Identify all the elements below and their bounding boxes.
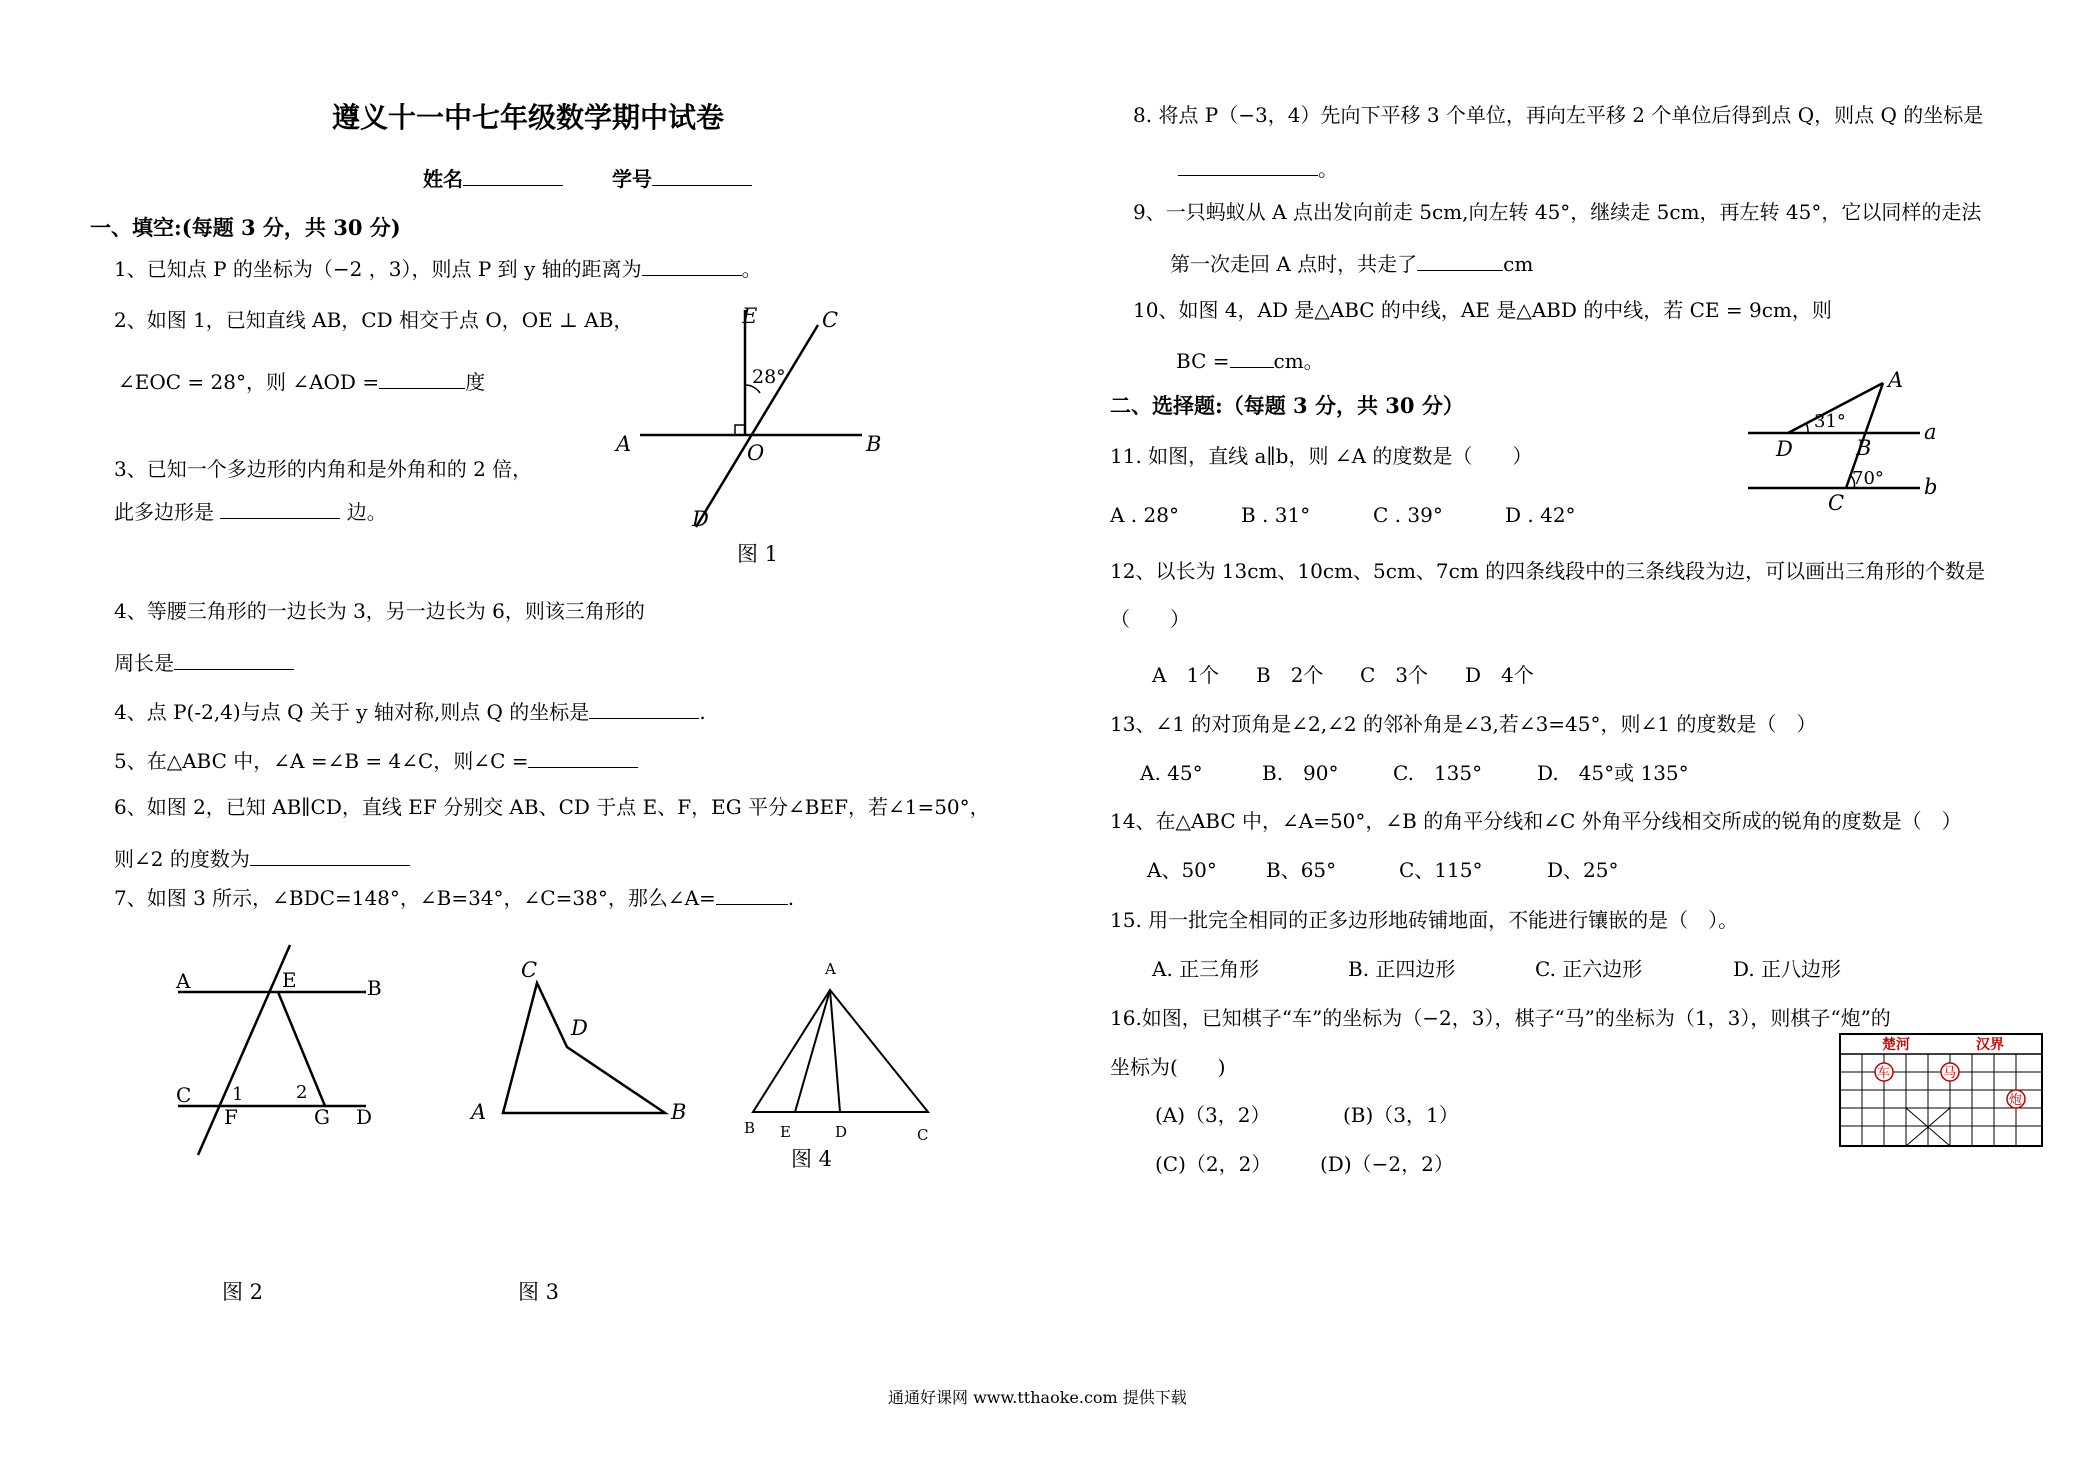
fig1-label-e: E xyxy=(742,304,758,328)
section1-heading: 一、填空:(每题 3 分，共 30 分) xyxy=(90,215,401,240)
figure-2-caption: 图 2 xyxy=(222,1280,264,1304)
q16-line1: 16.如图，已知棋子“车”的坐标为（−2，3），棋子“马”的坐标为（1，3），则棋子“炮”的 xyxy=(1110,1006,1891,1030)
q11-text: 11. 如图，直线 a∥b，则 ∠A 的度数是（ ） xyxy=(1110,444,1533,468)
q16-option-a[interactable]: (A)（3，2） xyxy=(1155,1103,1271,1127)
q5-text: 5、在△ABC 中，∠A =∠B = 4∠C，则∠C = xyxy=(114,749,529,773)
fig1-label-o: O xyxy=(747,441,765,465)
q1-text: 1、已知点 P 的坐标为（−2 ，3），则点 P 到 y 轴的距离为 xyxy=(114,257,642,281)
triangle-abc xyxy=(753,990,928,1112)
angle-31-arc xyxy=(1806,423,1808,433)
piece-che-label: 车 xyxy=(1877,1066,1891,1081)
fig2-label-a: A xyxy=(176,969,191,993)
q6-blank[interactable] xyxy=(250,845,410,866)
q11-label-c: C xyxy=(1828,491,1845,515)
student-id-label: 学号 xyxy=(612,167,652,191)
fig1-angle: 28° xyxy=(752,366,786,388)
q14-text: 14、在△ABC 中，∠A=50°，∠B 的角平分线和∠C 外角平分线相交所成的锐角的度数是（ ） xyxy=(1110,809,1962,833)
fig2-label-g: G xyxy=(314,1105,330,1129)
section2-heading: 二、选择题:（每题 3 分，共 30 分） xyxy=(1110,393,1464,418)
right-angle-mark xyxy=(735,425,745,435)
q11-option-d[interactable]: D . 42° xyxy=(1505,503,1576,527)
figure-1 xyxy=(600,305,900,545)
name-label: 姓名 xyxy=(423,167,463,191)
q4b-end: . xyxy=(699,700,706,724)
median-ae xyxy=(795,990,830,1112)
q2-unit: 度 xyxy=(465,370,486,394)
q6-text: 则∠2 的度数为 xyxy=(114,847,250,871)
q15-option-d[interactable]: D. 正八边形 xyxy=(1733,957,1842,981)
q8-end: 。 xyxy=(1318,157,1338,181)
q7-end: . xyxy=(787,886,795,910)
footer-text: 通通好课网 www.tthaoke.com 提供下载 xyxy=(888,1388,1187,1407)
fig2-label-1: 1 xyxy=(232,1084,244,1105)
q4b-text: 4、点 P(-2,4)与点 Q 关于 y 轴对称,则点 Q 的坐标是 xyxy=(114,700,590,724)
q11-label-d: D xyxy=(1776,437,1793,461)
fig4-label-c: C xyxy=(917,1126,929,1144)
q4a-line2 xyxy=(114,649,294,675)
q12-option-a[interactable]: A 1个 xyxy=(1152,663,1220,687)
q8-blank[interactable] xyxy=(1178,155,1318,176)
q15-text: 15. 用一批完全相同的正多边形地砖铺地面，不能进行镶嵌的是（ ）。 xyxy=(1110,908,1739,932)
fig1-label-a: A xyxy=(616,432,632,456)
q5 xyxy=(114,747,638,773)
q3-blank[interactable] xyxy=(220,498,340,519)
median-ad xyxy=(830,990,840,1112)
q7 xyxy=(114,884,794,910)
q9-text: 第一次走回 A 点时，共走了 xyxy=(1170,252,1418,276)
quadrilateral-acbd xyxy=(503,983,665,1113)
fig3-label-b: B xyxy=(671,1100,687,1124)
piece-pao-label: 炮 xyxy=(2009,1093,2023,1108)
q12-option-c[interactable]: C 3个 xyxy=(1360,663,1429,687)
q9-line2 xyxy=(1170,250,1533,276)
student-id-field[interactable] xyxy=(612,165,752,191)
q14-option-b[interactable]: B、65° xyxy=(1266,858,1337,882)
fig4-label-e: E xyxy=(780,1123,791,1141)
q5-blank[interactable] xyxy=(528,747,638,768)
q4a-text: 周长是 xyxy=(114,651,174,675)
line-cd xyxy=(696,325,818,527)
fig3-label-d: D xyxy=(571,1016,588,1040)
page-title: 遵义十一中七年级数学期中试卷 xyxy=(332,101,725,134)
q9-unit: cm xyxy=(1503,252,1534,276)
piece-ma-label: 马 xyxy=(1943,1066,1957,1081)
q3-line1: 3、已知一个多边形的内角和是外角和的 2 倍， xyxy=(114,457,533,481)
figure-4 xyxy=(735,955,950,1145)
name-field[interactable] xyxy=(423,165,563,191)
q9-blank[interactable] xyxy=(1417,250,1503,271)
q16-option-c[interactable]: (C)（2，2） xyxy=(1155,1152,1272,1176)
fig2-label-f: F xyxy=(224,1105,238,1129)
q11-label-b: B xyxy=(1856,436,1872,460)
name-blank[interactable] xyxy=(463,165,563,186)
q4a-line1: 4、等腰三角形的一边长为 3，另一边长为 6，则该三角形的 xyxy=(114,599,645,623)
q10-unit: cm。 xyxy=(1273,349,1324,373)
q14-option-a[interactable]: A、50° xyxy=(1147,858,1217,882)
fig2-label-2: 2 xyxy=(296,1082,308,1103)
q10-blank[interactable] xyxy=(1230,347,1274,368)
q1 xyxy=(114,255,762,281)
fig4-label-a: A xyxy=(825,960,836,978)
figure-2 xyxy=(170,940,400,1170)
q13-option-d[interactable]: D. 45°或 135° xyxy=(1537,761,1689,785)
q15-option-c[interactable]: C. 正六边形 xyxy=(1535,957,1643,981)
figure-3-caption: 图 3 xyxy=(518,1280,560,1304)
q2-line1: 2、如图 1，已知直线 AB，CD 相交于点 O，OE ⊥ AB， xyxy=(114,308,634,332)
q12-option-b[interactable]: B 2个 xyxy=(1256,663,1324,687)
q10-line2 xyxy=(1176,347,1324,373)
fig3-label-a: A xyxy=(471,1100,487,1124)
q11-option-a[interactable]: A . 28° xyxy=(1110,503,1179,527)
fig2-label-e: E xyxy=(282,968,297,992)
q7-text: 7、如图 3 所示，∠BDC=148°，∠B=34°，∠C=38°，那么∠A= xyxy=(114,886,716,910)
q11-option-c[interactable]: C . 39° xyxy=(1373,503,1443,527)
q11-label-a: A xyxy=(1888,368,1904,392)
q11-label-line-b: b xyxy=(1924,475,1938,499)
q10-line1: 10、如图 4，AD 是△ABC 的中线，AE 是△ABD 的中线，若 CE = 9cm，则 xyxy=(1133,298,1832,322)
q13-text: 13、∠1 的对顶角是∠2,∠2 的邻补角是∠3,若∠3=45°，则∠1 的度数是（ ） xyxy=(1110,712,1817,736)
q4b-blank[interactable] xyxy=(589,698,699,719)
figure-1-caption: 图 1 xyxy=(737,542,779,566)
q14-option-c[interactable]: C、115° xyxy=(1399,858,1483,882)
fig4-label-d: D xyxy=(835,1123,848,1141)
q12-line2: （ ） xyxy=(1110,607,1190,631)
q15-option-b[interactable]: B. 正四边形 xyxy=(1348,957,1456,981)
fig4-label-b: B xyxy=(744,1119,756,1137)
q7-blank[interactable] xyxy=(716,884,788,905)
line-ef xyxy=(198,945,290,1155)
q8-line2 xyxy=(1178,155,1338,181)
q9-line1: 9、一只蚂蚁从 A 点出发向前走 5cm,向左转 45°，继续走 5cm，再左转 45°，它以同样的走法 xyxy=(1133,200,1982,224)
q2-text: ∠EOC = 28°，则 ∠AOD = xyxy=(118,370,380,394)
figure-4-caption: 图 4 xyxy=(791,1147,833,1171)
q3-line2 xyxy=(114,498,387,524)
q6-line1: 6、如图 2，已知 AB∥CD，直线 EF 分别交 AB、CD 于点 E、F，EG 平分∠BEF，若∠1=50°， xyxy=(114,795,990,819)
river-left-text: 楚河 xyxy=(1882,1037,1910,1053)
q16-line2: 坐标为( ) xyxy=(1110,1055,1226,1079)
chessboard-figure xyxy=(1838,1032,2048,1150)
q3-end: 边。 xyxy=(346,500,387,524)
figure-3 xyxy=(465,945,705,1135)
q1-end: 。 xyxy=(741,257,762,281)
fig1-label-c: C xyxy=(822,308,839,332)
q11-label-line-a: a xyxy=(1924,420,1937,444)
figure-q11 xyxy=(1740,365,1940,520)
q10-text: BC = xyxy=(1176,349,1230,373)
q6-line2 xyxy=(114,845,410,871)
q14-option-d[interactable]: D、25° xyxy=(1547,858,1619,882)
fig3-label-c: C xyxy=(521,958,538,982)
q2-line2 xyxy=(118,368,485,394)
q12-option-d[interactable]: D 4个 xyxy=(1465,663,1534,687)
q2-blank[interactable] xyxy=(379,368,465,389)
q4a-blank[interactable] xyxy=(174,649,294,670)
q13-option-c[interactable]: C. 135° xyxy=(1393,761,1483,785)
fig2-label-b: B xyxy=(367,976,382,1000)
q1-blank[interactable] xyxy=(642,255,742,276)
q8-line1: 8. 将点 P（−3，4）先向下平移 3 个单位，再向左平移 2 个单位后得到点 Q，则点 Q 的坐标是 xyxy=(1133,103,1984,127)
river-right-text: 汉界 xyxy=(1976,1037,2004,1053)
q16-option-d[interactable]: (D)（−2，2） xyxy=(1320,1152,1454,1176)
q15-option-a[interactable]: A. 正三角形 xyxy=(1152,957,1260,981)
q4b xyxy=(114,698,706,724)
q13-option-a[interactable]: A. 45° xyxy=(1140,761,1203,785)
fig2-label-c: C xyxy=(176,1083,192,1107)
q11-option-b[interactable]: B . 31° xyxy=(1241,503,1311,527)
q16-option-b[interactable]: (B)（3，1） xyxy=(1343,1103,1459,1127)
fig2-label-d: D xyxy=(356,1105,373,1129)
fig1-label-b: B xyxy=(866,432,882,456)
q12-line1: 12、以长为 13cm、10cm、5cm、7cm 的四条线段中的三条线段为边，可以画出三角形的个数是 xyxy=(1110,559,1986,583)
q11-angle-70: 70° xyxy=(1852,468,1884,489)
fig1-label-d: D xyxy=(692,507,709,531)
q11-angle-31: 31° xyxy=(1814,411,1846,432)
q3-text: 此多边形是 xyxy=(114,500,214,524)
q13-option-b[interactable]: B. 90° xyxy=(1262,761,1339,785)
student-id-blank[interactable] xyxy=(652,165,752,186)
